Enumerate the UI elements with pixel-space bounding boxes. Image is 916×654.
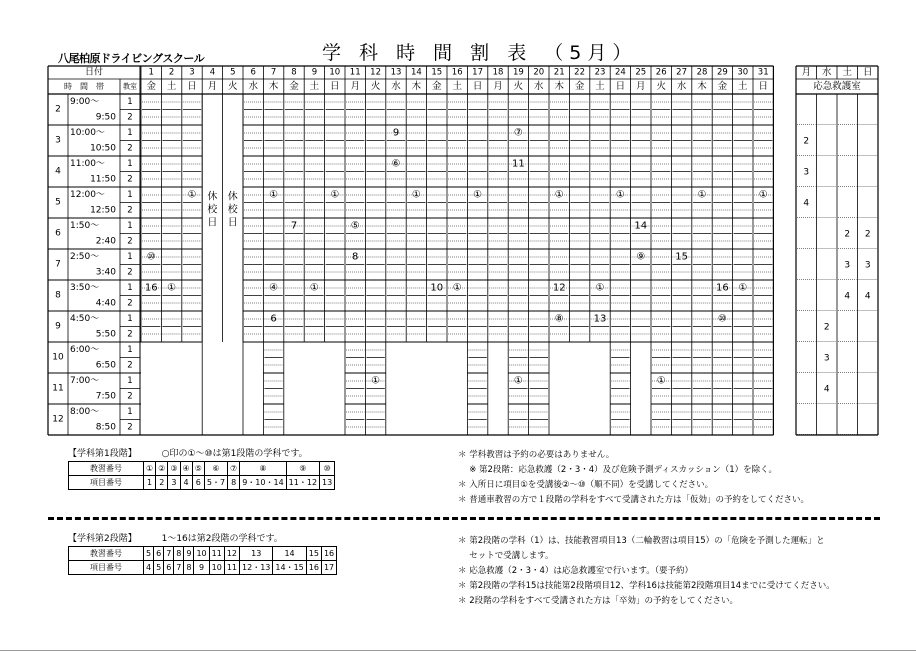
room-number: 2	[127, 391, 133, 402]
first-aid-day: 土	[842, 67, 853, 78]
room-number: 2	[127, 422, 133, 433]
weekday-label: 金	[574, 81, 585, 92]
lesson-entry: ①	[656, 375, 666, 387]
lesson-entry: ⑦	[513, 127, 523, 139]
page-bottom-rule	[0, 650, 916, 651]
lesson-entry: ⑩	[717, 313, 727, 325]
stage1-description: ○印の①～⑩は第1段階の学科です。	[161, 449, 308, 459]
room-number: 1	[127, 314, 133, 324]
room-number: 2	[127, 174, 133, 185]
lesson-entry: ①	[452, 282, 462, 294]
lesson-entry: 7	[290, 220, 298, 232]
day-number: 20	[533, 67, 545, 78]
day-number: 12	[370, 67, 382, 78]
period-end: 2:40	[95, 236, 116, 247]
first-aid-value: 3	[844, 260, 851, 271]
room-number: 1	[127, 159, 133, 169]
first-aid-value: 2	[864, 229, 871, 240]
lesson-entry: 8	[352, 251, 359, 263]
room-number: 1	[127, 376, 133, 386]
lesson-number-cell: 6	[154, 547, 164, 561]
lesson-entry: ①	[309, 282, 319, 294]
lesson-entry: 9	[392, 127, 400, 139]
period-end: 3:40	[95, 267, 116, 278]
lesson-entry: ①	[473, 189, 483, 201]
period-number: 9	[55, 321, 61, 332]
day-number: 24	[614, 67, 626, 78]
weekday-label: 木	[411, 81, 422, 92]
weekday-label: 水	[391, 81, 401, 92]
weekday-label: 水	[248, 81, 258, 92]
first-aid-value: 3	[864, 260, 871, 271]
lesson-entry: ①	[371, 375, 381, 387]
stage1-label: 【学科第1段階】	[68, 449, 137, 459]
day-number: 3	[189, 67, 195, 78]
period-start: 9:00～	[70, 97, 100, 107]
first-aid-day: 水	[821, 67, 832, 78]
closed-day-label: 休	[227, 191, 238, 203]
note-line: ＊ 第2段階の学科（1）は、技能教習項目13（二輪教習は項目15）の「危険を予測した運転」と	[458, 536, 825, 546]
lesson-number-cell: 7	[164, 547, 174, 561]
weekday-label: 木	[697, 81, 707, 92]
period-start: 4:50～	[70, 314, 100, 324]
period-start: 1:50～	[70, 221, 100, 231]
room-number: 1	[127, 190, 133, 200]
item-number-cell: 4	[144, 561, 154, 575]
item-number-cell: 5	[154, 561, 164, 575]
day-number: 1	[148, 67, 154, 78]
lesson-number-cell: 13	[240, 547, 273, 561]
lesson-number-cell: 11	[209, 547, 224, 561]
day-number: 23	[594, 67, 606, 78]
lesson-number-cell: ④	[180, 462, 192, 476]
page-title: 学 科 時 間 割 表 （5月）	[322, 42, 638, 64]
day-number: 14	[410, 67, 422, 78]
stage1-row1-label: 教習番号	[69, 462, 144, 476]
weekday-label: 土	[452, 81, 462, 92]
day-number: 18	[492, 67, 504, 78]
notes-stage1	[458, 448, 916, 508]
lesson-number-cell: ⑩	[320, 462, 335, 476]
room-number: 1	[127, 128, 133, 138]
item-number-cell: 9・10・14	[240, 476, 286, 490]
day-number: 6	[250, 67, 256, 78]
room-number: 1	[127, 407, 133, 417]
weekday-label: 木	[554, 81, 564, 92]
lesson-number-cell: 14	[273, 547, 306, 561]
weekday-label: 日	[615, 81, 626, 92]
weekday-label: 火	[228, 81, 238, 92]
closed-day-label: 日	[227, 217, 238, 229]
stage1-row2-label: 項目番号	[69, 476, 144, 490]
item-number-cell: 11・12	[286, 476, 319, 490]
weekday-label: 金	[289, 81, 299, 92]
day-number: 10	[329, 67, 341, 78]
lesson-entry: ①	[187, 189, 197, 201]
room-number: 2	[127, 329, 133, 340]
first-aid-value: 2	[803, 136, 810, 147]
first-aid-room-label: 応急救護室	[813, 81, 861, 92]
note-line: ＊ 応急救護（2・3・4）は応急救護室で行います。（要予約）	[458, 566, 693, 576]
first-aid-day: 月	[801, 67, 812, 78]
lesson-entry: 11	[512, 158, 525, 170]
closed-day-label: 休	[207, 191, 218, 203]
lesson-entry: ⑨	[636, 251, 646, 263]
lesson-entry: ①	[411, 189, 421, 201]
stage1-legend	[68, 448, 335, 490]
weekday-label: 金	[146, 81, 156, 92]
day-number: 7	[270, 67, 277, 78]
item-number-cell: 16	[306, 561, 321, 575]
closed-day-label: 校	[207, 204, 218, 216]
item-number-cell: 6	[192, 476, 204, 490]
weekday-label: 土	[309, 81, 320, 92]
weekday-label: 日	[472, 81, 483, 92]
lesson-entry: ①	[738, 282, 748, 294]
notes-stage2	[458, 534, 916, 609]
lesson-number-cell: ②	[156, 462, 168, 476]
period-end: 8:50	[95, 422, 116, 433]
room-header: 教室	[123, 82, 137, 91]
weekday-label: 土	[166, 81, 177, 92]
day-number: 29	[716, 67, 728, 78]
weekday-label: 水	[534, 81, 544, 92]
period-end: 12:50	[90, 205, 116, 216]
item-number-cell: 13	[320, 476, 335, 490]
weekday-label: 土	[595, 81, 605, 92]
item-number-cell: 10	[209, 561, 224, 575]
stage2-row1-label: 教習番号	[69, 547, 144, 561]
weekday-label: 火	[513, 81, 524, 92]
period-end: 7:50	[95, 391, 116, 402]
lesson-number-cell: ⑨	[286, 462, 319, 476]
day-number: 21	[553, 67, 565, 78]
item-number-cell: 4	[180, 476, 192, 490]
day-number: 31	[757, 67, 769, 78]
weekday-label: 月	[493, 81, 503, 92]
note-line: ＊ 普通車教習の方で１段階の学科をすべて受講された方は「仮効」の予約をしてください。	[458, 495, 810, 505]
period-start: 10:00～	[70, 128, 105, 138]
period-start: 12:00～	[70, 190, 105, 200]
item-number-cell: 8	[228, 476, 240, 490]
period-start: 7:00～	[70, 376, 100, 386]
weekday-label: 金	[432, 81, 442, 92]
note-line: セットで受講します。	[458, 551, 554, 561]
day-number: 5	[230, 67, 236, 78]
lesson-entry: ①	[167, 282, 177, 294]
school-name: 八尾柏原ドライビングスクール	[58, 52, 205, 65]
day-number: 30	[737, 67, 749, 78]
item-number-cell: 14・15	[273, 561, 306, 575]
period-end: 10:50	[90, 143, 116, 154]
room-number: 2	[127, 236, 133, 247]
stage1-table	[68, 461, 335, 490]
first-aid-value: 4	[864, 291, 871, 302]
stage2-legend	[68, 533, 337, 575]
first-aid-value: 3	[823, 353, 830, 364]
note-line: ＊ 入所日に項目①を受講後②～⑩（順不同）を受講してください。	[458, 480, 714, 490]
period-number: 4	[55, 166, 61, 177]
room-number: 2	[127, 360, 133, 371]
weekday-label: 月	[636, 81, 646, 92]
lesson-number-cell: ①	[144, 462, 156, 476]
item-number-cell: 8	[184, 561, 194, 575]
room-number: 2	[127, 143, 133, 154]
item-number-cell: 17	[321, 561, 336, 575]
lesson-number-cell: ⑥	[204, 462, 227, 476]
lesson-entry: ①	[330, 189, 340, 201]
weekday-label: 日	[187, 81, 197, 92]
period-number: 11	[52, 383, 64, 394]
room-number: 2	[127, 267, 133, 278]
day-number: 4	[209, 67, 216, 78]
lesson-number-cell: 10	[194, 547, 209, 561]
lesson-entry: ①	[758, 189, 768, 201]
item-number-cell: 9	[194, 561, 209, 575]
item-number-cell: 6	[164, 561, 174, 575]
lesson-number-cell: ⑦	[228, 462, 240, 476]
date-header: 日付	[84, 67, 104, 78]
note-line: ＊ 2段階の学科をすべて受講された方は「卒効」の予約をしてください。	[458, 596, 738, 606]
room-number: 2	[127, 298, 133, 309]
day-number: 9	[311, 67, 318, 78]
closed-day-label: 校	[227, 204, 238, 216]
room-number: 2	[127, 112, 133, 123]
lesson-entry: 16	[144, 282, 158, 294]
lesson-number-cell: ③	[168, 462, 180, 476]
lesson-entry: 14	[634, 220, 648, 232]
lesson-entry: ⑥	[391, 158, 401, 170]
first-aid-day: 日	[862, 67, 873, 78]
first-aid-value: 4	[823, 384, 830, 395]
weekday-label: 火	[370, 81, 381, 92]
day-number: 27	[676, 67, 688, 78]
lesson-entry: ①	[595, 282, 605, 294]
item-number-cell: 7	[174, 561, 184, 575]
period-start: 3:50～	[70, 283, 100, 293]
note-line: ＊ 学科教習は予約の必要はありません。	[458, 450, 615, 460]
lesson-entry: ⑤	[350, 220, 360, 232]
period-number: 2	[55, 104, 61, 115]
weekday-label: 土	[738, 81, 748, 92]
period-end: 4:40	[95, 298, 116, 309]
time-header: 時 間 帯	[64, 82, 104, 91]
room-number: 2	[127, 205, 133, 216]
period-number: 3	[55, 135, 61, 146]
weekday-label: 月	[350, 81, 360, 92]
lesson-entry: 6	[270, 313, 277, 325]
period-start: 6:00～	[70, 345, 100, 355]
period-end: 9:50	[95, 112, 116, 123]
separator-line	[48, 517, 880, 520]
lesson-number-cell: 8	[174, 547, 184, 561]
day-number: 22	[574, 67, 586, 78]
day-number: 2	[168, 67, 175, 78]
period-number: 6	[55, 228, 61, 239]
room-number: 1	[127, 252, 133, 262]
period-end: 11:50	[90, 174, 116, 185]
lesson-number-cell: 9	[184, 547, 194, 561]
room-number: 1	[127, 97, 133, 107]
day-number: 11	[349, 67, 361, 78]
weekday-label: 水	[676, 81, 687, 92]
lesson-entry: ①	[697, 189, 707, 201]
stage2-row2-label: 項目番号	[69, 561, 144, 575]
lesson-entry: 10	[430, 282, 444, 294]
period-number: 8	[55, 290, 61, 301]
first-aid-value: 2	[823, 322, 830, 333]
stage2-label: 【学科第2段階】	[68, 534, 137, 544]
lesson-entry: ⑧	[554, 313, 564, 325]
day-number: 19	[512, 67, 524, 78]
room-number: 1	[127, 221, 133, 231]
item-number-cell: 12・13	[240, 561, 273, 575]
day-number: 26	[655, 67, 667, 78]
item-number-cell: 1	[144, 476, 156, 490]
note-line: ※ 第2段階：応急救護（2・3・4）及び危険予測ディスカッション（1）を除く。	[458, 465, 777, 475]
day-number: 15	[431, 67, 443, 78]
period-end: 6:50	[95, 360, 116, 371]
stage2-table	[68, 546, 337, 575]
lesson-entry: 12	[552, 282, 566, 294]
day-number: 17	[472, 67, 484, 78]
lesson-entry: ①	[513, 375, 523, 387]
item-number-cell: 5・7	[204, 476, 227, 490]
lesson-entry: 13	[593, 313, 607, 325]
stage2-description: 1～16は第2段階の学科です。	[161, 534, 283, 544]
weekday-label: 日	[758, 81, 768, 92]
lesson-entry: ①	[554, 189, 564, 201]
lesson-number-cell: 15	[306, 547, 321, 561]
period-end: 5:50	[95, 329, 116, 340]
day-number: 25	[635, 67, 647, 78]
first-aid-value: 4	[803, 198, 810, 209]
lesson-number-cell: 16	[321, 547, 336, 561]
note-line: ＊ 第2段階の学科15は技能第2段階項目12、学科16は技能第2段階項目14までに受けてください。	[458, 581, 835, 591]
lesson-entry: ①	[269, 189, 279, 201]
day-number: 16	[451, 67, 463, 78]
item-number-cell: 2	[156, 476, 168, 490]
lesson-entry: 15	[675, 251, 688, 263]
weekday-label: 火	[656, 81, 666, 92]
period-start: 8:00～	[70, 407, 100, 417]
day-number: 8	[291, 67, 297, 78]
first-aid-value: 4	[844, 291, 851, 302]
lesson-number-cell: ⑧	[240, 462, 286, 476]
weekday-label: 金	[717, 81, 728, 92]
period-number: 12	[52, 414, 64, 425]
period-start: 11:00～	[70, 159, 105, 169]
room-number: 1	[127, 345, 133, 355]
lesson-number-cell: 12	[224, 547, 239, 561]
lesson-entry: ①	[615, 189, 625, 201]
period-number: 10	[52, 352, 64, 363]
first-aid-value: 3	[803, 167, 810, 178]
lesson-entry: ④	[269, 282, 279, 294]
lesson-number-cell: ⑤	[192, 462, 204, 476]
day-number: 13	[390, 67, 402, 78]
weekday-label: 木	[268, 81, 279, 92]
first-aid-value: 2	[844, 229, 851, 240]
room-number: 1	[127, 283, 133, 293]
closed-day-label: 日	[207, 217, 218, 229]
weekday-label: 日	[330, 81, 340, 92]
lesson-entry: 16	[716, 282, 729, 294]
lesson-entry: ⑩	[146, 251, 156, 263]
period-number: 7	[55, 259, 61, 270]
day-number: 28	[696, 67, 708, 78]
period-start: 2:50～	[70, 252, 100, 262]
item-number-cell: 3	[168, 476, 180, 490]
weekday-label: 月	[207, 81, 218, 92]
period-number: 5	[55, 197, 61, 208]
item-number-cell: 11	[224, 561, 239, 575]
lesson-number-cell: 5	[144, 547, 154, 561]
